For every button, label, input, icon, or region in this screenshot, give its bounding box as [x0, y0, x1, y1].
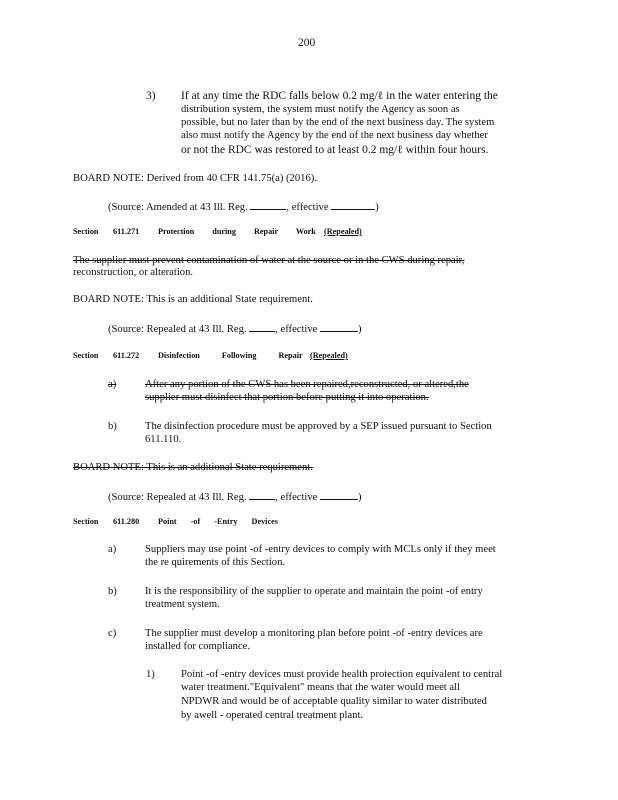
source-note-1-reg-blank [250, 199, 286, 210]
source-note-1-mid: , effective [286, 202, 329, 213]
source-note-3-mid: , effective [275, 492, 318, 503]
source-note-1 [108, 199, 379, 215]
source-note-3-date-blank [320, 489, 358, 500]
item-3-line-4: also must notify the Agency by the end of the next business day whether [181, 130, 488, 141]
section-280-c1-line-4: by awell - operated central treatment plant. [181, 710, 364, 721]
section-272-b-line-1: The disinfection procedure must be approved by a SEP issued pursuant to Section [145, 421, 492, 432]
section-280-b-line-2: treatment system. [145, 599, 220, 610]
section-280-c1-label: 1) [146, 669, 155, 680]
section-280-label: Section [73, 517, 99, 526]
source-note-2 [108, 321, 362, 337]
board-note-1: BOARD NOTE: Derived from 40 CFR 141.75(a) (2016). [73, 173, 317, 184]
source-note-1-date-blank [331, 199, 375, 210]
section-271-number: 611.271 [113, 227, 140, 236]
source-note-2-suffix: ) [358, 324, 362, 335]
board-note-2: BOARD NOTE: This is an additional State requirement. [73, 294, 313, 305]
section-272-a-line-2: supplier must disinfect that portion before putting it into operation. [145, 392, 429, 403]
source-note-1-prefix: (Source: Amended at 43 Ill. Reg. [108, 202, 248, 213]
section-280-a-line-1: Suppliers may use point -of -entry devices to comply with MCLs only if they meet [145, 544, 496, 555]
section-271-label: Section [73, 227, 99, 236]
section-280-b-line-1: It is the responsibility of the supplier to operate and maintain the point -of entry [145, 586, 483, 597]
source-note-2-reg-blank [249, 321, 275, 332]
section-280-title: Point -of -Entry Devices [158, 517, 278, 526]
section-272-repealed: (Repealed) [310, 351, 348, 360]
section-272-label: Section [73, 351, 99, 360]
section-280-a-label: a) [108, 544, 117, 555]
section-280-c-label: c) [108, 628, 117, 639]
page-number: 200 [298, 37, 316, 49]
source-note-3-suffix: ) [358, 492, 362, 503]
section-280-c1-line-1: Point -of -entry devices must provide health protection equivalent to central [181, 669, 503, 680]
item-3-line-2: distribution system, the system must notify the Agency as soon as [181, 104, 460, 115]
section-280-c-line-1: The supplier must develop a monitoring plan before point -of -entry devices are [145, 628, 483, 639]
source-note-3-prefix: (Source: Repealed at 43 Ill. Reg. [108, 492, 247, 503]
item-3-label: 3) [146, 90, 156, 102]
section-272-b-line-2: 611.110. [145, 434, 182, 445]
source-note-3 [108, 489, 362, 505]
source-note-2-mid: , effective [275, 324, 318, 335]
section-280-b-label: b) [108, 586, 117, 597]
section-272-a-line-1: After any portion of the CWS has been repaired,reconstructed, or altered,the [145, 379, 469, 390]
item-3-line-3: possible, but no later than by the end of the next business day. The system [181, 117, 495, 128]
source-note-1-suffix: ) [375, 202, 379, 213]
section-280-c-line-2: installed for compliance. [145, 641, 251, 652]
section-271-title: Protection during Repair Work [158, 227, 316, 236]
section-272-title: Disinfection Following Repair [158, 351, 303, 360]
section-272-a-label: a) [108, 379, 117, 390]
section-280-c1-line-3: NPDWR and would be of acceptable quality similar to water distributed [181, 696, 487, 707]
item-3-line-5: or not the RDC was restored to at least 0.2 mg/ℓ within four hours. [181, 144, 489, 156]
source-note-2-date-blank [320, 321, 358, 332]
section-271-repealed: (Repealed) [324, 227, 362, 236]
section-280-number: 611.280 [113, 517, 140, 526]
section-271-body-line-2: reconstruction, or alteration. [73, 267, 194, 278]
item-3-line-1: If at any time the RDC falls below 0.2 mg/ℓ in the water entering the [181, 90, 498, 102]
section-272-number: 611.272 [113, 351, 140, 360]
section-272-b-label: b) [108, 421, 117, 432]
source-note-3-reg-blank [249, 489, 275, 500]
source-note-2-prefix: (Source: Repealed at 43 Ill. Reg. [108, 324, 247, 335]
section-280-a-line-2: the re quirements of this Section. [145, 557, 286, 568]
section-280-c1-line-2: water treatment."Equivalent" means that the water would meet all [181, 682, 460, 693]
board-note-3: BOARD NOTE: This is an additional State requirement. [73, 462, 313, 473]
section-271-body-line-1: The supplier must prevent contamination of water at the source or in the CWS during repair, [73, 255, 465, 266]
